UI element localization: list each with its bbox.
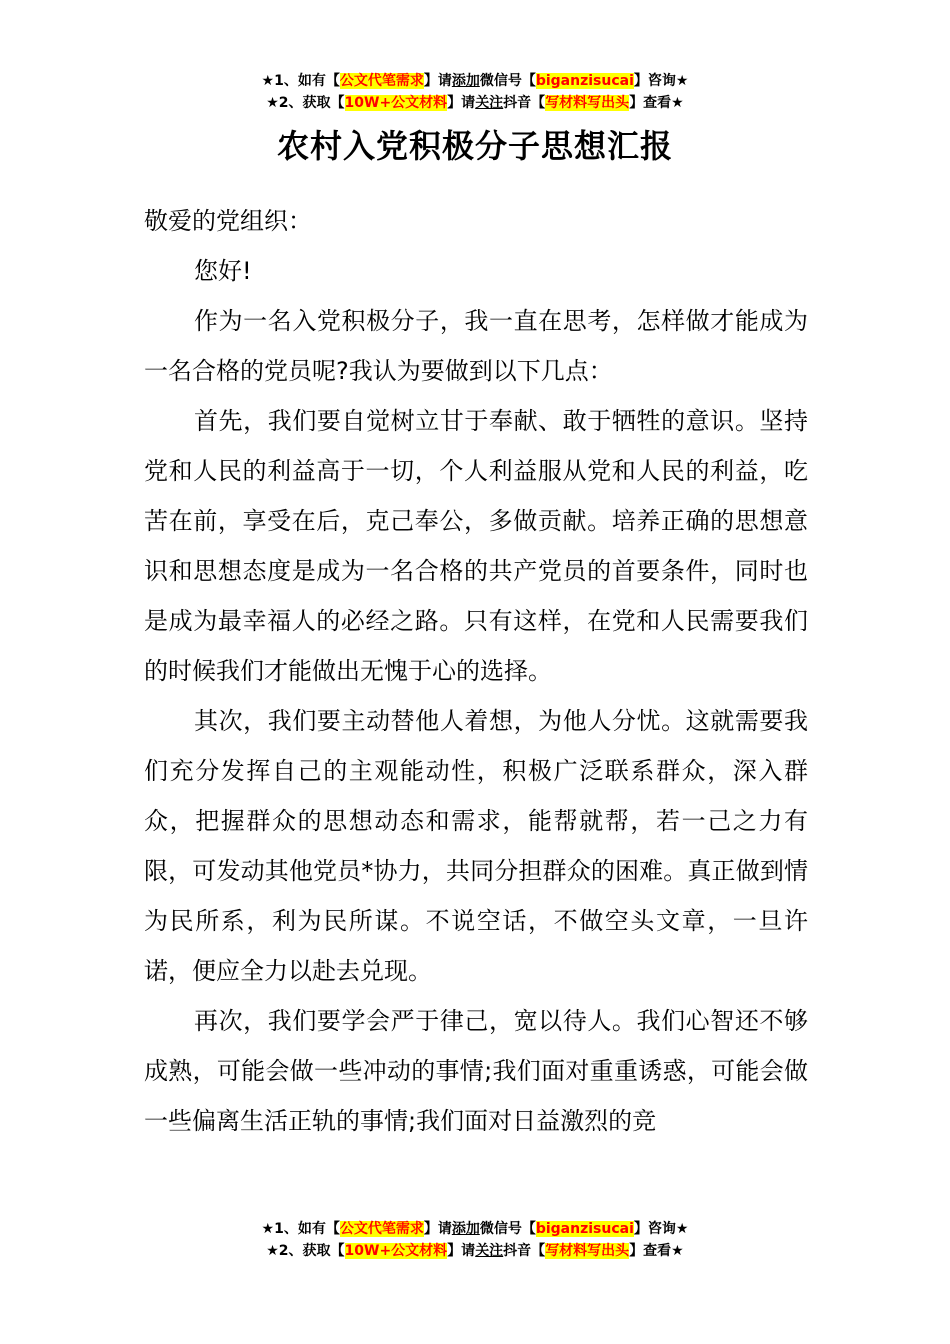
paragraph: 首先，我们要自觉树立甘于奉献、敢于牺牲的意识。坚持党和人民的利益高于一切，个人利益服从党和人民的利益，吃苦在前，享受在后，克己奉公，多做贡献。培养正确的思想意识和思想态度是成为一名合格的共产党员的首要条件，同时也是成为最幸福人的必经之路。只有这样，在党和人民需要我们的时候我们才能做出无愧于心的选择。 bbox=[144, 407, 808, 685]
paragraph: 其次，我们要主动替他人着想，为他人分忧。这就需要我们充分发挥自己的主观能动性，积极广泛联系群众，深入群众，把握群众的思想动态和需求，能帮就帮，若一己之力有限，可发动其他党员*协力，共同分担群众的困难。真正做到情为民所系，利为民所谋。不说空话，不做空头文章，一旦许诺，便应全力以赴去兑现。 bbox=[144, 707, 808, 985]
document-title: 农村入党积极分子思想汇报 bbox=[276, 127, 673, 165]
highlight-service: 公文代笔需求 bbox=[339, 1221, 424, 1237]
paragraph: 作为一名入党积极分子，我一直在思考，怎样做才能成为一名合格的党员呢?我认为要做到以下几点： bbox=[144, 307, 808, 385]
paragraph: 再次，我们要学会严于律己，宽以待人。我们心智还不够成熟，可能会做一些冲动的事情;我们面对重重诱惑，可能会做一些偏离生活正轨的事情;我们面对日益激烈的竞 bbox=[144, 1007, 808, 1135]
banner-line-1: ★1、如有【公文代笔需求】请添加微信号【biganzisucai】咨询★ bbox=[261, 1221, 689, 1237]
highlight-wechat-id: biganzisucai bbox=[535, 73, 634, 89]
banner-line-2: ★2、获取【10W+公文材料】请关注抖音【写材料写出头】查看★ bbox=[266, 95, 684, 111]
highlight-wechat-id: biganzisucai bbox=[535, 1221, 634, 1237]
greeting: 您好! bbox=[194, 257, 252, 285]
highlight-materials: 10W+公文材料 bbox=[344, 95, 448, 111]
salutation: 敬爱的党组织： bbox=[144, 207, 312, 235]
document-body bbox=[144, 196, 808, 1146]
footer-banner bbox=[0, 1218, 950, 1262]
highlight-materials: 10W+公文材料 bbox=[344, 1243, 448, 1259]
highlight-service: 公文代笔需求 bbox=[339, 73, 424, 89]
header-banner bbox=[0, 70, 950, 114]
highlight-douyin-account: 写材料写出头 bbox=[545, 95, 630, 111]
banner-line-2: ★2、获取【10W+公文材料】请关注抖音【写材料写出头】查看★ bbox=[266, 1243, 684, 1259]
highlight-douyin-account: 写材料写出头 bbox=[545, 1243, 630, 1259]
banner-line-1: ★1、如有【公文代笔需求】请添加微信号【biganzisucai】咨询★ bbox=[261, 73, 689, 89]
